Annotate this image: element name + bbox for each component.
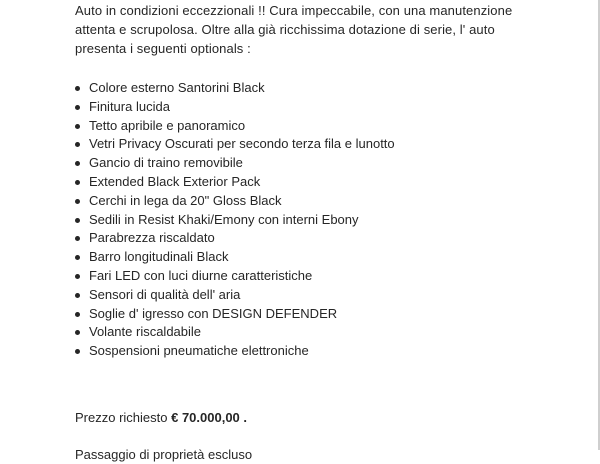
option-label: Colore esterno Santorini Black	[89, 80, 265, 95]
bullet-icon	[75, 274, 80, 279]
bullet-icon	[75, 293, 80, 298]
intro-paragraph	[75, 1, 525, 58]
bullet-icon	[75, 199, 80, 204]
bullet-icon	[75, 255, 80, 260]
option-label: Sedili in Resist Khaki/Emony con interni Ebony	[89, 211, 359, 227]
list-item	[75, 154, 525, 173]
bullet-icon	[75, 105, 80, 110]
option-label: Parabrezza riscaldato	[89, 230, 215, 246]
list-item	[75, 117, 525, 136]
intro-line: attenta e scrupolosa. Oltre alla già ricchissima dotazione di serie, l' auto	[75, 22, 495, 37]
option-label: Finitura lucida	[89, 98, 170, 114]
bullet-icon	[75, 312, 80, 317]
option-label: Vetri Privacy Oscurati per secondo terza fila e lunotto	[89, 136, 395, 152]
list-item	[75, 286, 525, 305]
list-item	[75, 342, 525, 361]
list-item	[75, 248, 525, 267]
price-line	[75, 408, 525, 427]
list-item	[75, 98, 525, 117]
option-label: Volante riscaldabile	[89, 324, 202, 340]
option-label: Cerchi in lega da 20" Gloss Black	[89, 192, 282, 208]
list-item	[75, 323, 525, 342]
list-item	[75, 305, 525, 324]
bullet-icon	[75, 161, 80, 166]
list-item	[75, 79, 525, 98]
bullet-icon	[75, 218, 80, 223]
list-item	[75, 173, 525, 192]
option-label: Gancio di traino removibile	[89, 155, 243, 171]
list-item	[75, 192, 525, 211]
list-item	[75, 229, 525, 248]
option-label: Fari LED con luci diurne caratteristiche	[89, 267, 313, 283]
bullet-icon	[75, 142, 80, 147]
optionals-list	[75, 79, 525, 361]
option-label: Sospensioni pneumatiche elettroniche	[89, 343, 309, 359]
bullet-icon	[75, 349, 80, 354]
price-value: € 70.000,00 .	[171, 409, 248, 425]
list-item	[75, 211, 525, 230]
bullet-icon	[75, 180, 80, 185]
transfer-note: Passaggio di proprietà escluso	[75, 446, 253, 462]
intro-line: Auto in condizioni eccezzionali !! Cura impeccabile, con una manutenzione	[75, 3, 513, 18]
intro-line: presenta i seguenti optionals :	[75, 41, 251, 56]
option-label: Extended Black Exterior Pack	[89, 173, 261, 189]
bullet-icon	[75, 330, 80, 335]
list-item	[75, 267, 525, 286]
bullet-icon	[75, 236, 80, 241]
price-label: Prezzo richiesto	[75, 409, 168, 425]
listing-description	[75, 1, 525, 464]
bullet-icon	[75, 124, 80, 129]
option-label: Sensori di qualità dell' aria	[89, 286, 241, 302]
list-item	[75, 135, 525, 154]
option-label: Soglie d' igresso con DESIGN DEFENDER	[89, 305, 338, 321]
option-label: Tetto apribile e panoramico	[89, 117, 246, 133]
option-label: Barro longitudinali Black	[89, 249, 229, 265]
bullet-icon	[75, 86, 80, 91]
